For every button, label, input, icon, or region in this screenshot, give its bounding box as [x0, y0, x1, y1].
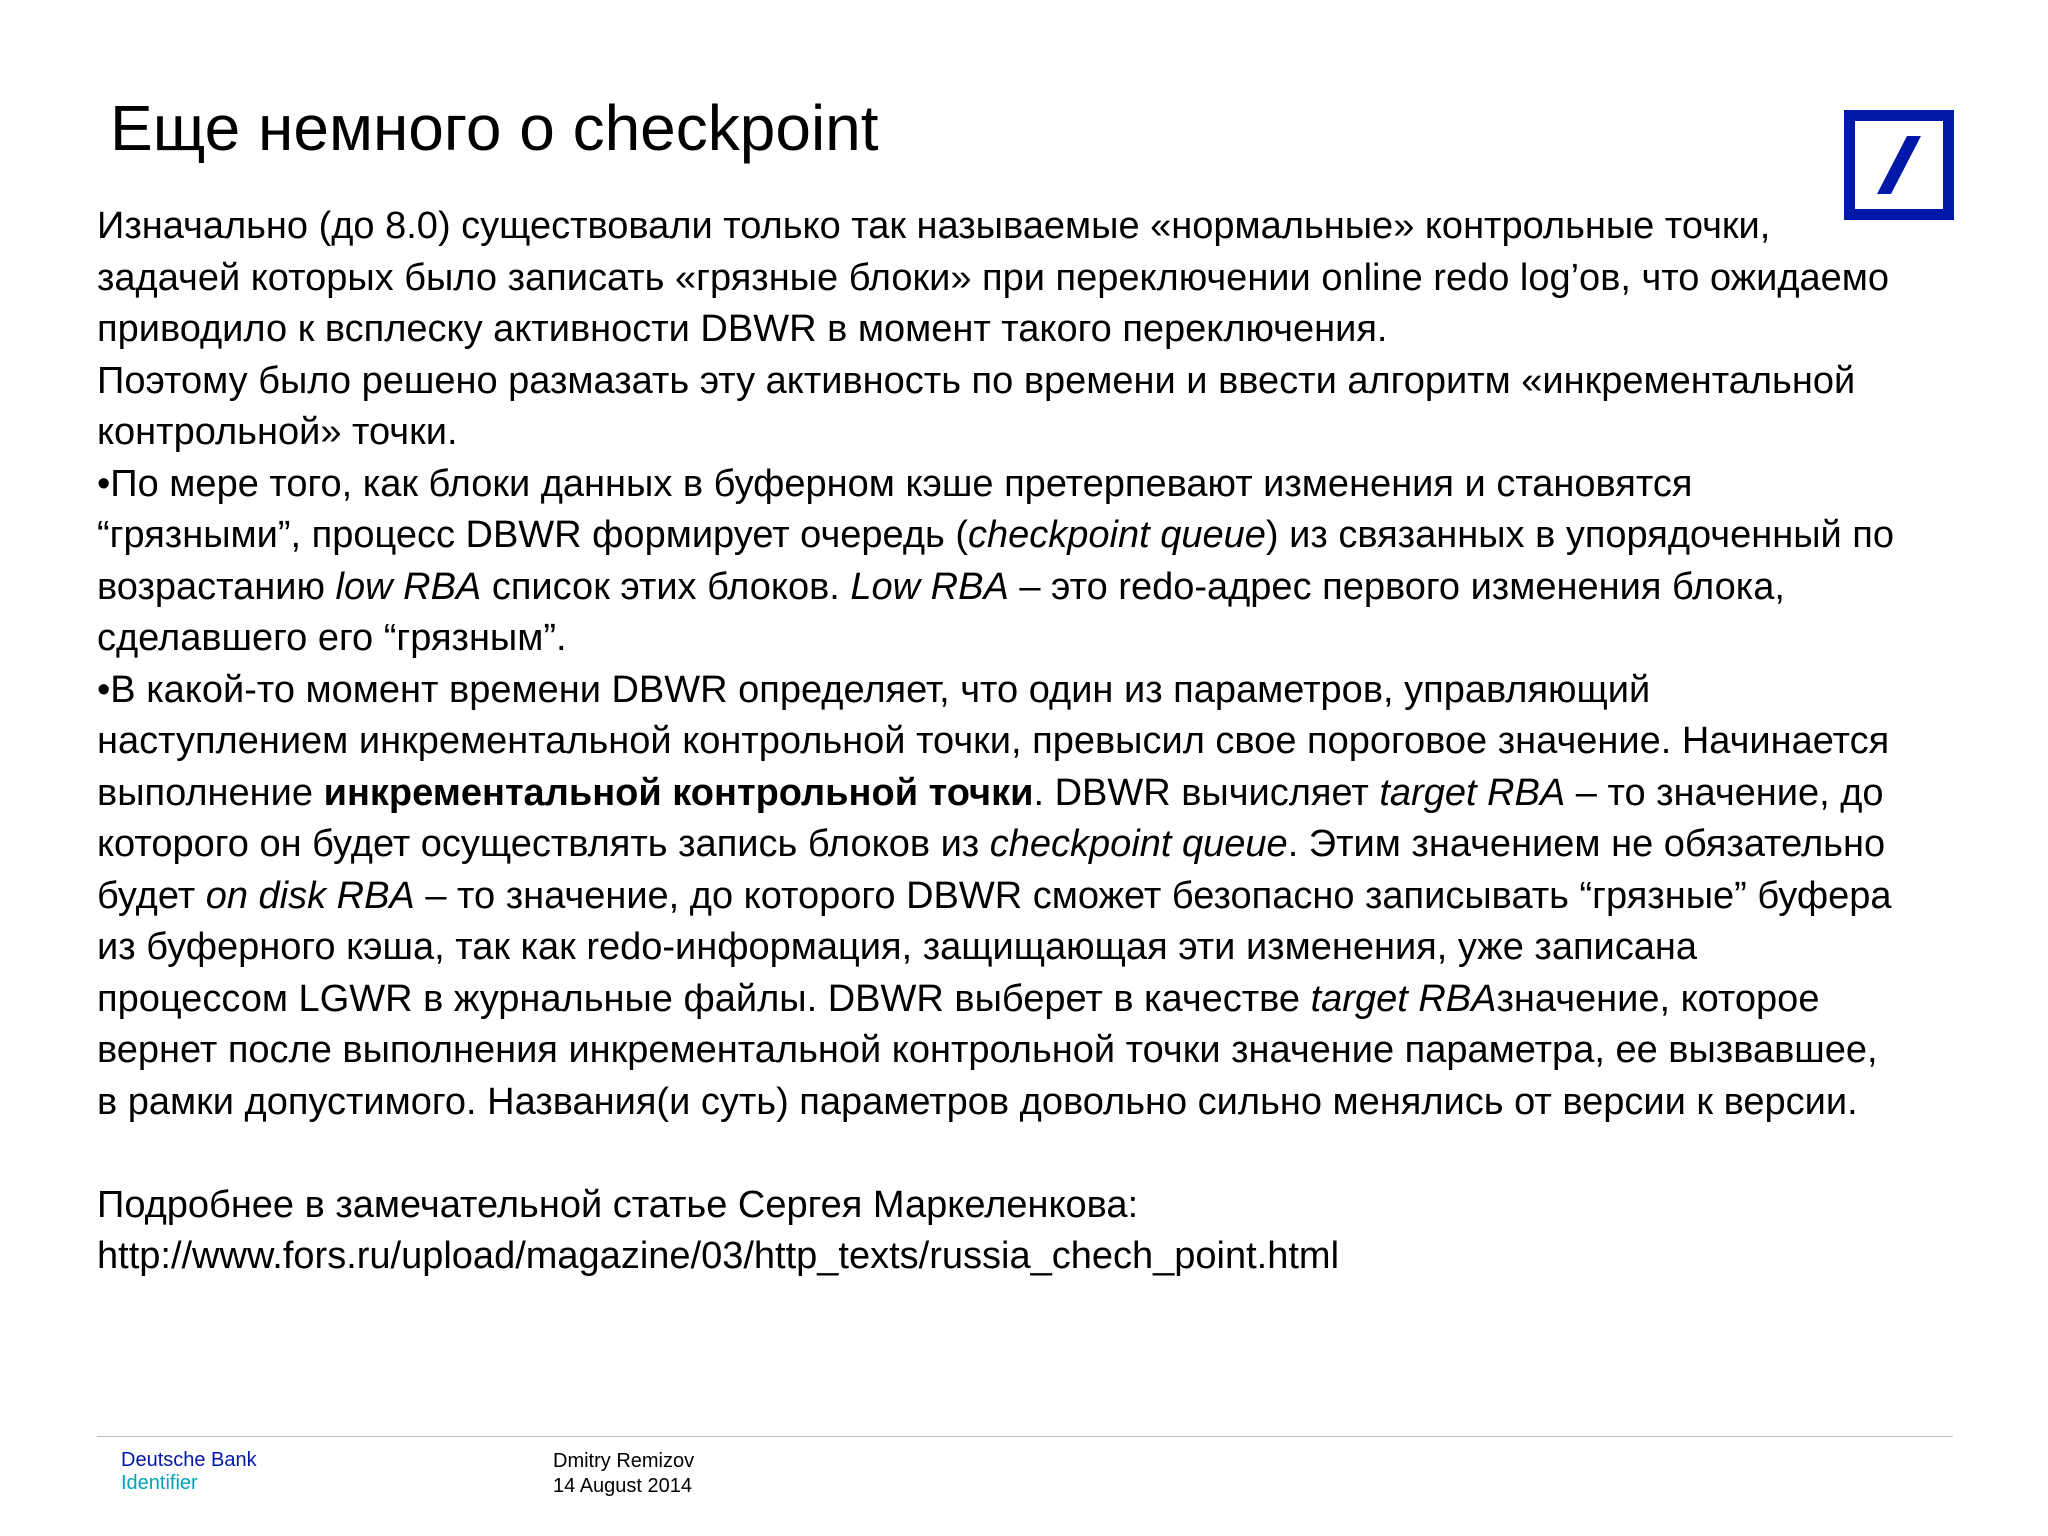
slide-title: Еще немного о checkpoint [110, 92, 879, 164]
footer-author: Dmitry Remizov [553, 1450, 695, 1472]
bullet-checkpoint-queue: •По мере того, как блоки данных в буферном кэше претерпевают изменения и становятся “грязными”, процесс DBWR формирует очередь (checkpoint queue) из связанных в упорядоченный по возрастанию low RBA список этих блоков. Low RBA – это redo-адрес первого изменения блока, сделавшего его “грязным”. [97, 462, 1894, 659]
footer-brand-name: Deutsche Bank [121, 1449, 257, 1471]
more-info-label: Подробнее в замечательной статье Сергея Маркеленкова: [97, 1183, 1139, 1226]
slide-body [97, 201, 1897, 1283]
slash-icon [1855, 121, 1943, 209]
paragraph-reason: Поэтому было решено размазать эту активность по времени и ввести алгоритм «инкрементальной контрольной» точки. [97, 359, 1856, 453]
footer-brand [121, 1449, 257, 1495]
footer-meta [553, 1449, 694, 1499]
footer-divider [97, 1436, 1953, 1437]
footer-identifier: Identifier [121, 1472, 198, 1494]
article-url: http://www.fors.ru/upload/magazine/03/http_texts/russia_chech_point.html [97, 1235, 1340, 1277]
paragraph-spacer [97, 1128, 1897, 1180]
bullet-incremental-checkpoint: •В какой-то момент времени DBWR определяет, что один из параметров, управляющий наступлением инкрементальной контрольной точки, превысил свое пороговое значение. Начинается выполнение инкрементальной контрольной точки. DBWR вычисляет target RBA – то значение, до которого он будет осуществлять запись блоков из checkpoint queue. Этим значением не обязательно будет on disk RBA – то значение, до которого DBWR сможет безопасно записывать “грязные” буфера из буферного кэша, так как redo-информация, защищающая эти изменения, уже записана процессом LGWR в журнальные файлы. DBWR выберет в качестве target RBAзначение, которое вернет после выполнения инкрементальной контрольной точки значение параметра, ее вызвавшее, в рамки допустимого. Названия(и суть) параметров довольно сильно менялись от версии к версии. [97, 668, 1892, 1123]
paragraph-intro: Изначально (до 8.0) существовали только так называемые «нормальные» контрольные точки, задачей которых было записать «грязные блоки» при переключении online redo log’ов, что ожидаемо приводило к всплеску активности DBWR в момент такого переключения. [97, 205, 1890, 350]
footer-date: 14 August 2014 [553, 1475, 693, 1497]
